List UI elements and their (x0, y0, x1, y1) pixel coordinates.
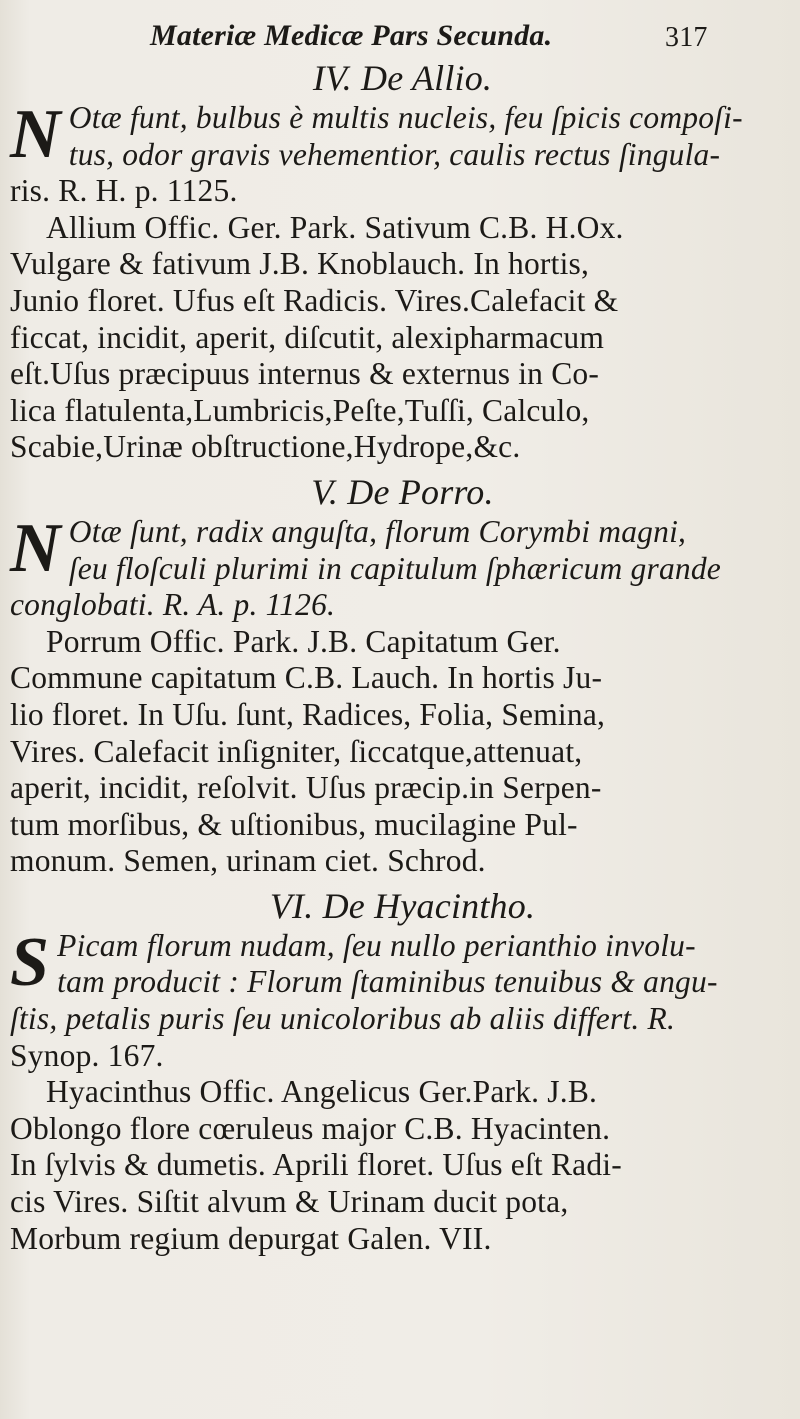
text-line: Commune capitatum C.B. Lauch. In hortis Ju- (10, 660, 603, 696)
page-text (10, 18, 795, 1257)
text-line: Synop. 167. (10, 1037, 164, 1073)
text-line: tus, odor gravis vehementior, caulis rectus ſingula- (68, 136, 721, 172)
text-line: ficcat, incidit, aperit, diſcutit, alexipharmacum (10, 319, 605, 355)
text-line: ſtis, petalis puris ſeu unicoloribus ab aliis differt. R. (10, 1001, 676, 1037)
text-line: ſeu floſculi plurimi in capitulum ſphæricum grande (68, 550, 721, 586)
text-line: Oblongo flore cœruleus major C.B. Hyacinten. (10, 1110, 611, 1146)
text-line: tum morſibus, & uſtionibus, mucilagine Pul- (10, 806, 578, 842)
text-line: lio floret. In Uſu. ſunt, Radices, Folia, Semina, (10, 696, 606, 732)
text-line: conglobati. R. A. p. 1126. (10, 587, 336, 623)
section-body (10, 96, 795, 466)
drop-cap: N (10, 509, 61, 587)
text-line: Otæ ſunt, radix anguſta, florum Corymbi magni, (68, 513, 687, 549)
section-heading: VI. De Hyacintho. (269, 885, 536, 926)
section-heading: V. De Porro. (311, 471, 494, 512)
text-line: tam producit : Florum ſtaminibus tenuibus & angu- (57, 964, 718, 1000)
text-line: Vulgare & fativum J.B. Knoblauch. In hortis, (10, 246, 590, 282)
section-heading: IV. De Allio. (312, 58, 493, 98)
section-body (10, 923, 795, 1257)
text-line: Porrum Offic. Park. J.B. Capitatum Ger. (46, 623, 561, 659)
text-line: Morbum regium depurgat Galen. VII. (10, 1220, 492, 1256)
text-line: Vires. Calefacit inſigniter, ſiccatque,attenuat, (10, 733, 583, 769)
text-line: aperit, incidit, reſolvit. Uſus præcip.in Serpen- (10, 770, 602, 806)
running-head: Materiæ Medicæ Pars Secunda. (150, 19, 553, 52)
text-line: Junio floret. Ufus eſt Radicis. Vires.Calefacit & (10, 282, 619, 318)
text-line: Otæ funt, bulbus è multis nucleis, feu ſpicis compoſi- (68, 100, 743, 135)
text-line: Picam florum nudam, ſeu nullo perianthio involu- (57, 927, 696, 963)
text-line: eſt.Uſus præcipuus internus & externus in Co- (10, 356, 600, 392)
text-line: monum. Semen, urinam ciet. Schrod. (10, 843, 486, 879)
text-line: ris. R. H. p. 1125. (10, 173, 238, 209)
text-line: Allium Offic. Ger. Park. Sativum C.B. H.Ox. (46, 209, 624, 245)
text-line: Hyacinthus Offic. Angelicus Ger.Park. J.B. (46, 1074, 598, 1110)
drop-cap: N (10, 96, 61, 173)
text-line: lica flatulenta,Lumbricis,Peſte,Tuſſi, Calculo, (10, 392, 590, 428)
text-line: cis Vires. Siſtit alvum & Urinam ducit pota, (10, 1184, 569, 1220)
page-number: 317 (665, 22, 708, 53)
text-line: Scabie,Urinæ obſtructione,Hydrope,&c. (10, 429, 521, 465)
page-header (10, 18, 795, 56)
drop-cap: S (10, 923, 50, 1001)
text-line: In ſylvis & dumetis. Aprili floret. Uſus eſt Radi- (10, 1147, 622, 1183)
section-body (10, 509, 795, 880)
